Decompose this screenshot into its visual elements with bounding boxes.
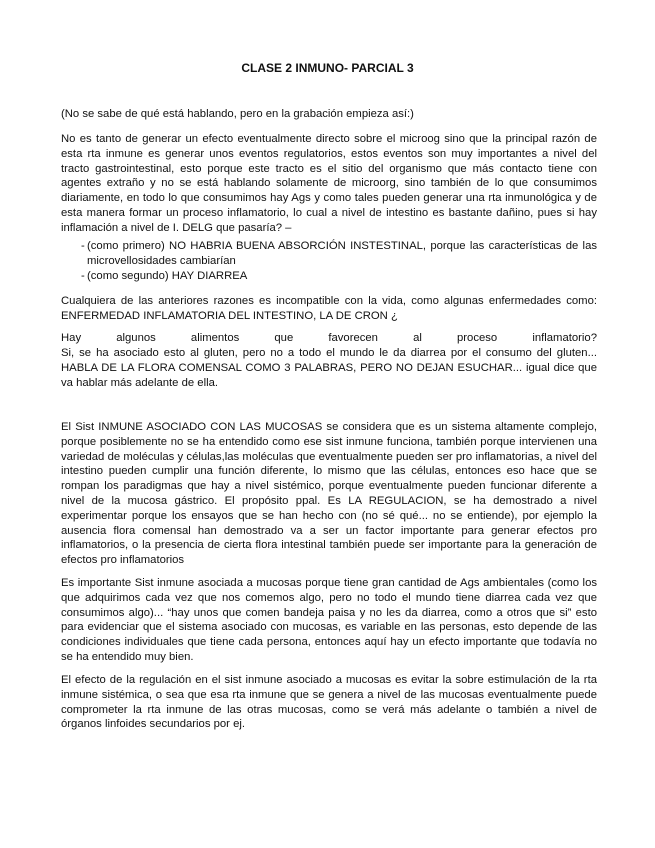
list-item — [61, 269, 597, 284]
paragraph-regulatory-events: No es tanto de generar un efecto eventualmente directo sobre el microog sino que la principal razón de esta rta inmune es generar unos eventos regulatorios, estos eventos son muy importantes a nivel del tracto gastrointestinal, esto porque este tracto es el sitio del organismo que más contacto tiene con agentes extraño y no se está hablando solamente de microorg, sino también de lo que consumimos diariamente, en todo lo que consumimos hay Ags y como tales pueden generar una rta inmunológica y de esta manera formar un proceso inflamatorio, lo cual a nivel de intestino es bastante dañino, pues si hay inflamación a nivel de I. DELG que pasaría? – — [61, 133, 597, 234]
paragraph-environmental-ags: Es importante Sist inmune asociada a mucosas porque tiene gran cantidad de Ags ambientales (como los que adquirimos cada vez que nos comemos algo, pero no todo el mundo tiene diarrea cada vez que consumimos algo)... “hay unos que comen bandeja paisa y no les da diarrea, como a otros que si” esto para evidenciar que el sistema asociado con mucosas, es variable en las personas, esto depende de las condiciones individuales que tiene cada persona, entonces aquí hay un efecto importante que todavía no se ha entendido muy bien. — [61, 577, 597, 663]
paragraph-foods-question: Hay algunos alimentos que favorecen al proceso inflamatorio? — [61, 332, 597, 344]
paragraph-intro-note: (No se sabe de qué está hablando, pero en la grabación empieza así:) — [61, 108, 414, 120]
paragraph-incompatible-with-life: Cualquiera de las anteriores razones es incompatible con la vida, como algunas enfermedades como: ENFERMEDAD INFLAMATORIA DEL INTESTINO, LA DE CRON ¿ — [61, 295, 597, 322]
document-title: CLASE 2 INMUNO- PARCIAL 3 — [241, 61, 414, 75]
list-item-text: (como segundo) HAY DIARREA — [87, 269, 248, 282]
paragraph-gluten: Si, se ha asociado esto al gluten, pero no a todo el mundo le da diarrea por el consumo del gluten... HABLA DE LA FLORA COMENSAL COMO 3 PALABRAS, PERO NO DEJAN ESUCHAR... igual dice que va hablar más adelante de ella. — [61, 347, 597, 389]
list-dash: - — [81, 240, 85, 252]
paragraph-mucosal-immune-system: El Sist INMUNE ASOCIADO CON LAS MUCOSAS se considera que es un sistema altamente complejo, porque posiblemente no se ha entendido como ese sist inmune funciona, también porque intervienen una variedad de moléculas y células,las moléculas que eventualmente pueden ser pro inflamatorias, a nivel del intestino pueden cumplir una función diferente, lo mismo que las células, entonces eso hace que se rompan los paradigmas que hay a nivel sistémico, porque eventualmente pueden funcionar diferente a nivel de la mucosa gástrico. El propósito ppal. Es LA REGULACION, se ha demostrado a nivel experimentar porque los ensayos que se han hecho con (no sé qué... no se entiende), por ejemplo la ausencia flora comensal han demostrado va a ser un factor importante para generar efectos pro inflamatorios, o la presencia de cierta flora intestinal también puede ser importante para la generación de efectos pro inflamatorios — [61, 421, 597, 567]
consequences-list — [61, 239, 597, 283]
paragraph-regulation-effect: El efecto de la regulación en el sist inmune asociado a mucosas es evitar la sobre estimulación de la rta inmune sistémica, o sea que esa rta inmune que se genera a nivel de las mucosas eventualmente puede comprometer la rta inmune de las otras mucosas, como se verá más adelante o también a nivel de órganos linfoides secundarios por ej. — [61, 674, 597, 731]
list-item — [61, 239, 597, 269]
list-dash: - — [81, 269, 85, 282]
list-item-text: (como primero) NO HABRIA BUENA ABSORCIÓN INSTESTINAL, porque las características de las microvellosidades cambiarían — [87, 240, 597, 267]
